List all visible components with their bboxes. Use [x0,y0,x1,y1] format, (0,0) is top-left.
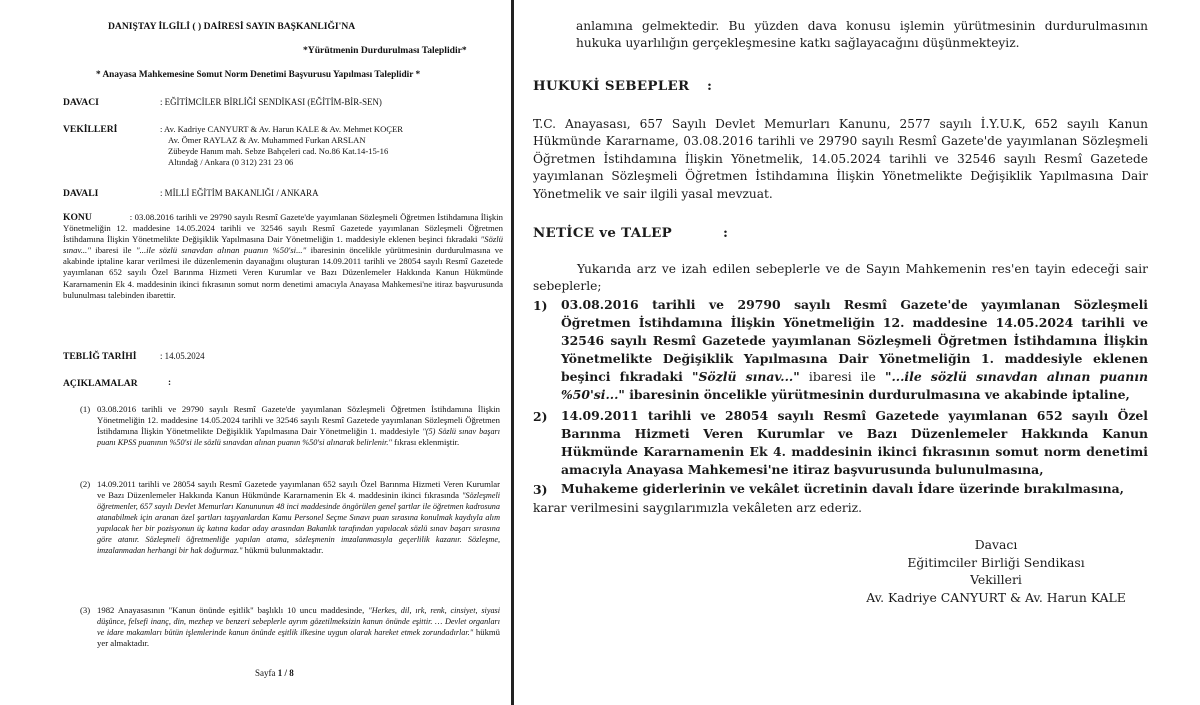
request-number: 1) [533,298,548,313]
explanations-colon: : [168,378,172,388]
plaintiff-label: DAVACI [63,97,99,108]
attorneys-line: Av. Ömer RAYLAZ & Av. Muhammed Furkan ARSLAN [168,135,366,146]
signature-line: Davacı [974,537,1018,552]
signature-line: Eğitimciler Birliği Sendikası [907,554,1085,570]
signature-block [846,536,1146,606]
conclusion-heading: NETİCE ve TALEP [533,225,672,241]
signature-line: Vekilleri [970,572,1022,588]
item-number: (2) [80,479,91,489]
page-divider [511,0,514,705]
request-item: 03.08.2016 tarihli ve 29790 sayılı Resmî Gazete'de yayımlanan Sözleşmeli Öğretmen İstihdamına İlişkin Yönetmeliğin 12. maddesine 14.05.2024 tarihli ve 32546 sayılı Resmî Gazetede yayımlanan Sözleşmeli Öğretmen İstihdamına İlişkin Yönetmelikte Değişiklik Yapılmasına Dair Yönetmeliğin 1. maddesiyle eklenen beşinci fıkradaki "Sözlü sınav..." ibaresi ile "...ile sözlü sınavdan alınan puanın %50'si..." ibaresinin öncelikle yürütmesinin durdurulmasına ve akabinde iptaline, [561,297,1148,402]
conclusion-intro: Yukarıda arz ve izah edilen sebeplerle ve de Sayın Mahkemenin res'en tayin edeceği sair sebeplerle; [533,262,1148,294]
subject-label: KONU [63,212,92,223]
address-line: Zübeyde Hanım mah. Sebze Bahçeleri cad. No.86 Kat.14-15-16 [168,146,389,157]
conclusion-colon: : [723,225,729,241]
explanation-item: (2) 14.09.2011 tarihli ve 28054 sayılı Resmî Gazetede yayımlanan 652 sayılı Özel Barınma Hizmeti Veren Kurumlar ve Bazı Düzenlemeler Hakkında Kanun Hükmünde Kararnamenin Ek 4. maddesinin ikinci fıkrasında "Sözleşmeli öğretmenler, 657 sayılı Devlet Memurları Kanununun 48 inci maddesinde öngörülen genel şartlar ile öğretmen kadrosuna atanabilmek için aranan özel şartları taşıyanlardan Kamu Personel Seçme Sınavı puan sırasına konulmak kaydıyla alım yapılacak her bir pozisyonun üç katına kadar aday arasından Bakanlık tarafından yapılacak sözlü sınav başarı sırasına göre atanır. Sözleşmeli öğretmenliğe yapılan atama, sözleşmenin imzalanmasıyla geçerlilik kazanır. Sözleşme, imzalanmadan herhangi bir hak doğurmaz." hükmü bulunmaktadır. [80,479,500,556]
notification-date-value: : 14.05.2024 [160,351,205,361]
defendant-value: : MİLLİ EĞİTİM BAKANLIĞI / ANKARA [160,188,319,198]
request-item: Muhakeme giderlerinin ve vekâlet ücretinin davalı İdare üzerinde bırakılmasına, [561,481,1124,496]
request-number: 2) [533,409,548,424]
signature-line: Av. Kadriye CANYURT & Av. Harun KALE [866,589,1126,605]
request-item: 14.09.2011 tarihli ve 28054 sayılı Resmî Gazetede yayımlanan 652 sayılı Özel Barınma Hizmeti Veren Kurumlar ve Bazı Düzenlemeler Hakkında Kanun Hükmünde Kararnamenin Ek 4. maddesinin ikinci fıkrasının somut norm denetimi amacıyla Anayasa Mahkemesi'ne itiraz başvurusunda bulunulmasına, [561,408,1148,477]
item-number: (3) [80,605,91,615]
explanation-item: (1) 03.08.2016 tarihli ve 29790 sayılı Resmî Gazete'de yayımlanan Sözleşmeli Öğretmen İstihdamına İlişkin Yönetmeliğin 12. maddesine 14.05.2024 tarihli ve 32546 sayılı Resmî Gazetede yayımlanan Sözleşmeli Öğretmen İstihdamına İlişkin Yönetmelikte Değişiklik Yapılmasına Dair Yönetmeliğin 1. maddesiyle "(5) Sözlü sınav başarı puanı KPSS puanının %50'si ile sözlü sınavdan alınan puanın %50'si alınarak belirlenir." fıkrası eklenmiştir. [80,404,500,448]
notification-date-label: TEBLİĞ TARİHİ [63,351,137,362]
page-footer: Sayfa 1 / 8 [255,668,294,678]
attorneys-block [160,124,500,168]
closing-sentence: karar verilmesini saygılarımızla vekâleten arz ederiz. [533,501,862,515]
court-address-title: DANIŞTAY İLGİLİ ( ) DAİRESİ SAYIN BAŞKANLIĞI'NA [108,21,356,32]
legal-grounds-colon: : [707,78,713,94]
left-page [0,0,540,705]
defendant-label: DAVALI [63,188,99,199]
constitutional-court-request-note: * Anayasa Mahkemesine Somut Norm Denetimi Başvurusu Yapılması Taleplidir * [96,70,421,80]
page-number: 1 [277,668,283,678]
page-total: 8 [289,668,294,678]
legal-grounds-text: T.C. Anayasası, 657 Sayılı Devlet Memurları Kanunu, 2577 sayılı İ.Y.U.K, 652 sayılı Kanun Hükmünde Kararname, 03.08.2016 tarihli ve 29790 sayılı Resmî Gazete'de yayımlanan Sözleşmeli Öğretmen İstihdamına İlişkin Yönetmelik, 14.05.2024 tarihli ve 32546 sayılı Resmî Gazetede yayımlanan Sözleşmeli Öğretmen İstihdamına İlişkin Yönetmelikte Değişiklik Yapılmasına Dair Yönetmelik ve sair ilgili yasal mevzuat. [533,117,1148,201]
address-line: Altındağ / Ankara (0 312) 231 23 06 [168,157,294,168]
continuation-paragraph: anlamına gelmektedir. Bu yüzden dava konusu işlemin yürütmesinin durdurulmasının hukuka uyarlılığın gerçekleşmesine katkı sağlayacağını düşünmekteyiz. [576,19,1148,51]
legal-grounds-heading: HUKUKİ SEBEPLER [533,78,690,94]
request-number: 3) [533,482,548,497]
attorneys-line: : Av. Kadriye CANYURT & Av. Harun KALE & Av. Mehmet KOÇER [160,124,404,134]
suspension-request-note: *Yürütmenin Durdurulması Taleplidir* [303,45,467,56]
explanations-label: AÇIKLAMALAR [63,378,138,389]
explanation-item: (3) 1982 Anayasasının "Kanun önünde eşitlik" başlıklı 10 uncu maddesinde, "Herkes, dil, ırk, renk, cinsiyet, siyasi düşünce, felsefi inanç, din, mezhep ve benzeri sebeplerle ayrım gözetilmeksizin kanun önünde eşittir. … Devlet organları ve idare makamları bütün işlemlerinde kanun önünde eşitlik ilkesine uygun olarak hareket etmek zorundadırlar." hükmü yer almaktadır. [80,605,501,649]
plaintiff-value: : EĞİTİMCİLER BİRLİĞİ SENDİKASI (EĞİTİM-BİR-SEN) [160,97,382,107]
item-number: (1) [80,404,91,414]
attorneys-label: VEKİLLERİ [63,124,118,135]
right-page [516,0,1200,705]
subject-paragraph: KONU : 03.08.2016 tarihli ve 29790 sayılı Resmî Gazete'de yayımlanan Sözleşmeli Öğretmen İstihdamına İlişkin Yönetmeliğin 12. maddesine 14.05.2024 tarihli ve 32546 sayılı Resmî Gazetede yayımlanan Sözleşmeli Öğretmen İstihdamına İlişkin Yönetmelikte Değişiklik Yapılmasına Dair Yönetmeliğin 1. maddesiyle eklenen beşinci fıkradaki "Sözlü sınav..." ibaresi ile "...ile sözlü sınavdan alınan puanın %50'si..." ibaresinin öncelikle yürütmesinin durdurulmasına ve akabinde iptaline karar verilmesi ile düzenlemenin dayanağını oluşturan 14.09.2011 tarihli ve 28054 sayılı Resmî Gazetede yayımlanan 652 sayılı Özel Barınma Hizmeti Veren Kurumlar ve Bazı Düzenlemeler Hakkında Kanun Hükmünde Kararnamenin Ek 4. maddesinin ikinci fıkrasının somut norm denetimi amacıyla Anayasa Mahkemesi'ne itiraz başvurusunda bulunulması talebinden ibarettir. [63,212,504,300]
